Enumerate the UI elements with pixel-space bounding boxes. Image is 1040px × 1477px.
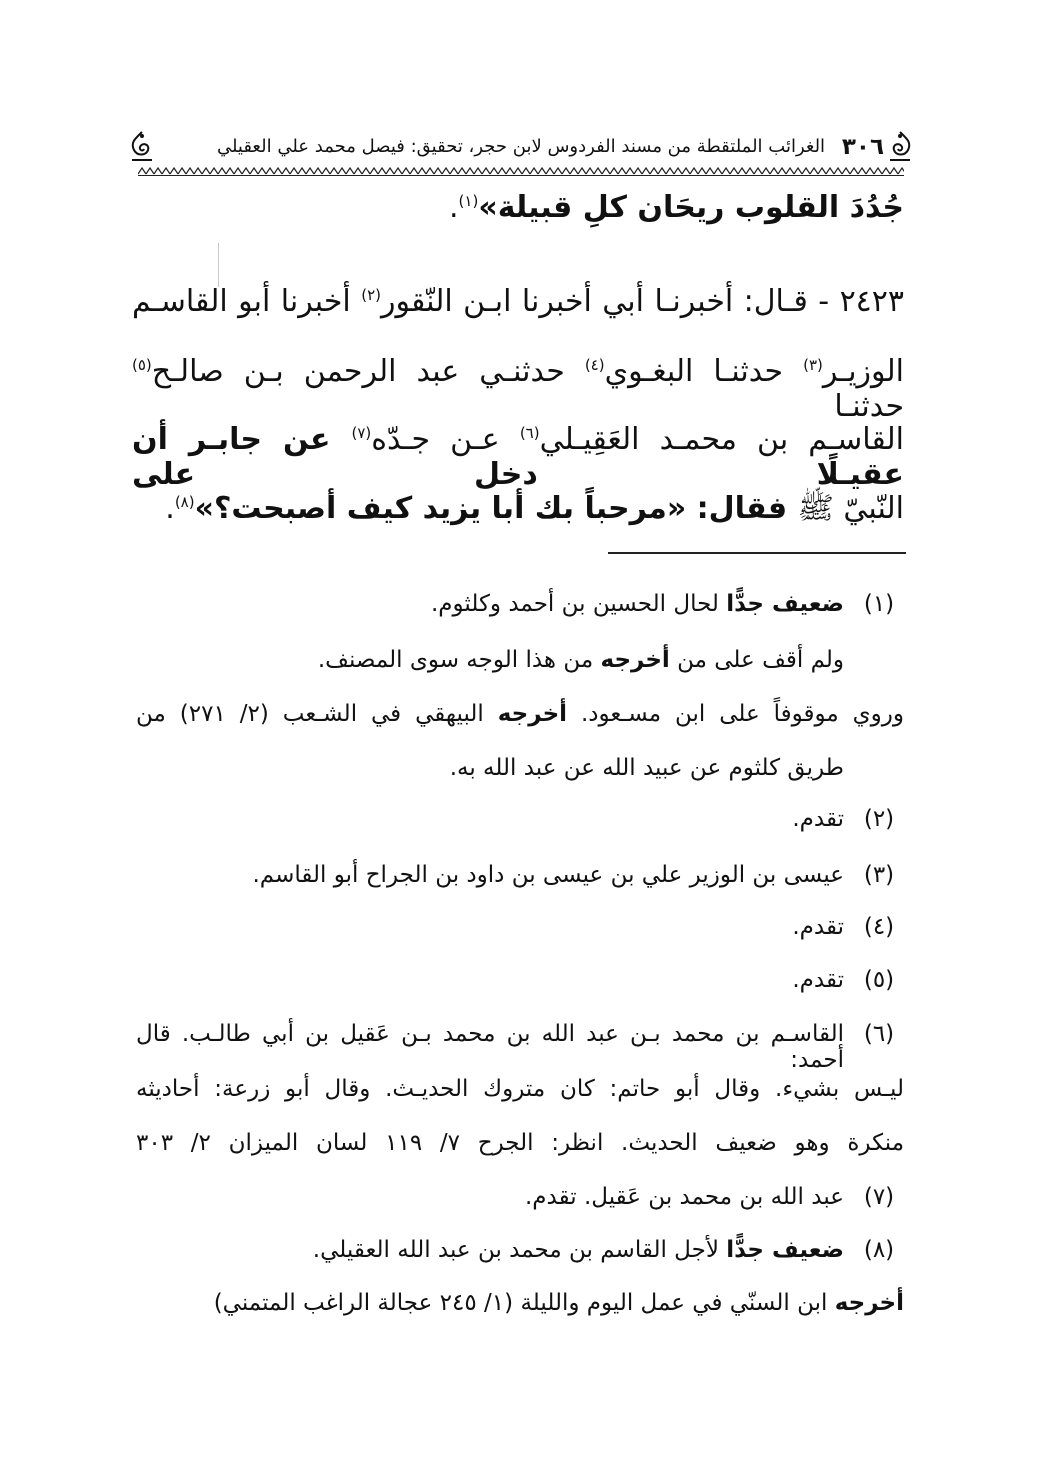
takhrij-term: أخرجه: [834, 1290, 904, 1316]
previous-hadith-text: جُدُدَ القلوب ريحَان كلِ قبيلة»: [478, 190, 904, 225]
footnote-6-line-1: القاسـم بن محمد بـن عبد الله بن محمد بـن عَقيل بن أبي طالـب. قال أحمد:: [136, 1021, 844, 1073]
header-ornamental-rule: [138, 166, 904, 176]
grading: ضعيف جدًّا: [726, 591, 844, 617]
hadith-line-3: [132, 422, 904, 492]
footnote-ref: (٦): [519, 424, 540, 442]
hadith-line-4: [165, 490, 904, 533]
hadith-text: أخبرنا أبو القاسـم: [132, 284, 362, 319]
footnote-7: عبد الله بن محمد بن عَقيل. تقدم.: [525, 1184, 844, 1210]
footnote-1-line-2: [318, 647, 844, 673]
footnote-1-line-3: [136, 701, 904, 727]
footnote-3: عيسى بن الوزير علي بن عيسى بن داود بن الجراح أبو القاسم.: [252, 862, 844, 888]
ornament-left-icon: [128, 130, 156, 164]
footnote-ref: (٤): [584, 356, 605, 374]
footnote-number: (٤): [863, 914, 895, 940]
hadith-line-2: [132, 354, 904, 424]
footnote-1-line-1: [431, 591, 844, 617]
hadith-text: ٢٤٢٣ - قـال: أخبرنـا أبي أخبرنا ابـن النّقور: [380, 284, 905, 319]
footnote-text: لحال الحسين بن أحمد وكلثوم.: [430, 591, 727, 617]
footnote-6-line-3: منكرة وهو ضعيف الحديث. انظر: الجرح ٧/ ١١٩ لسان الميزان ٢/ ٣٠٣: [136, 1130, 905, 1156]
footnote-ref: (٨): [174, 493, 195, 511]
hadith-matn: عن جابـر أن عقيـلًا دخل على: [132, 422, 904, 492]
grading: ضعيف جدًّا: [726, 1237, 844, 1263]
footnote-text: وروي موقوفاً على ابن مسـعود.: [567, 701, 905, 727]
footnote-2: تقدم.: [792, 806, 844, 832]
footnote-8-line-1: [313, 1237, 844, 1263]
hadith-text: عـن جـدّه: [371, 422, 520, 457]
takhrij-term: أخرجه: [600, 647, 670, 673]
previous-hadith-ending: [449, 190, 904, 225]
footnote-number: (٦): [863, 1021, 895, 1047]
footnote-text: ابن السنّي في عمل اليوم والليلة (١/ ٢٤٥ عجالة الراغب المتمني): [213, 1290, 835, 1316]
footnote-number: (٧): [863, 1184, 895, 1210]
footnote-5: تقدم.: [792, 967, 844, 993]
hadith-text: حدثنـي عبد الرحمن بـن صالـح: [151, 354, 585, 389]
footnote-number: (٨): [863, 1237, 895, 1263]
running-title: الغرائب الملتقطة من مسند الفردوس لابن حجر، تحقيق: فيصل محمد علي العقيلي: [216, 136, 826, 157]
hadith-text: حدثنـا: [834, 389, 904, 424]
footnote-text: طريق كلثوم عن عبيد الله عن عبد الله به.: [449, 755, 844, 781]
footnote-text: من هذا الوجه سوى المصنف.: [317, 647, 601, 673]
footnote-number: (١): [863, 591, 895, 617]
footnote-ref: (٥): [132, 356, 152, 374]
footnote-number: (٣): [863, 862, 895, 888]
period: .: [449, 190, 459, 225]
page-number: ٣٠٦: [841, 134, 884, 160]
footnote-text: لأجل القاسم بن محمد بن عبد الله العقيلي.: [312, 1237, 727, 1263]
hadith-line-1: [132, 284, 904, 319]
footnote-4: تقدم.: [792, 914, 844, 940]
footnote-ref: (٢): [361, 286, 381, 304]
hadith-text: حدثنـا البغـوي: [604, 354, 804, 389]
footnote-ref: (١): [458, 192, 479, 210]
footnote-number: (٥): [863, 967, 895, 993]
hadith-text: الوزيـر: [822, 354, 905, 389]
footnote-number: (٢): [863, 806, 895, 832]
footnote-6-line-2: ليـس بشيء. وقال أبو حاتم: كان متروك الحديـث. وقال أبو زرعة: أحاديثه: [136, 1076, 904, 1102]
footnote-ref: (٣): [803, 356, 823, 374]
footnote-separator: [608, 552, 906, 554]
running-header: [128, 124, 914, 172]
footnote-text: البيهقي في الشـعب (٢/ ٢٧١) من: [136, 701, 498, 727]
footnote-1-line-4: [450, 755, 844, 781]
footnote-ref: (٧): [351, 424, 372, 442]
margin-mark: [218, 243, 219, 287]
hadith-text: النّبيّ ﷺ: [797, 491, 904, 526]
hadith-matn: فقال: «مرحباً بك أبا يزيد كيف أصبحت؟»: [194, 491, 798, 526]
takhrij-term: أخرجه: [497, 701, 568, 727]
period: .: [165, 491, 175, 526]
hadith-text: القاسـم بن محمـد العَقِيـلي: [539, 422, 904, 457]
footnote-8-line-2: [214, 1290, 904, 1316]
footnote-text: ولم أقف على من: [669, 647, 844, 673]
